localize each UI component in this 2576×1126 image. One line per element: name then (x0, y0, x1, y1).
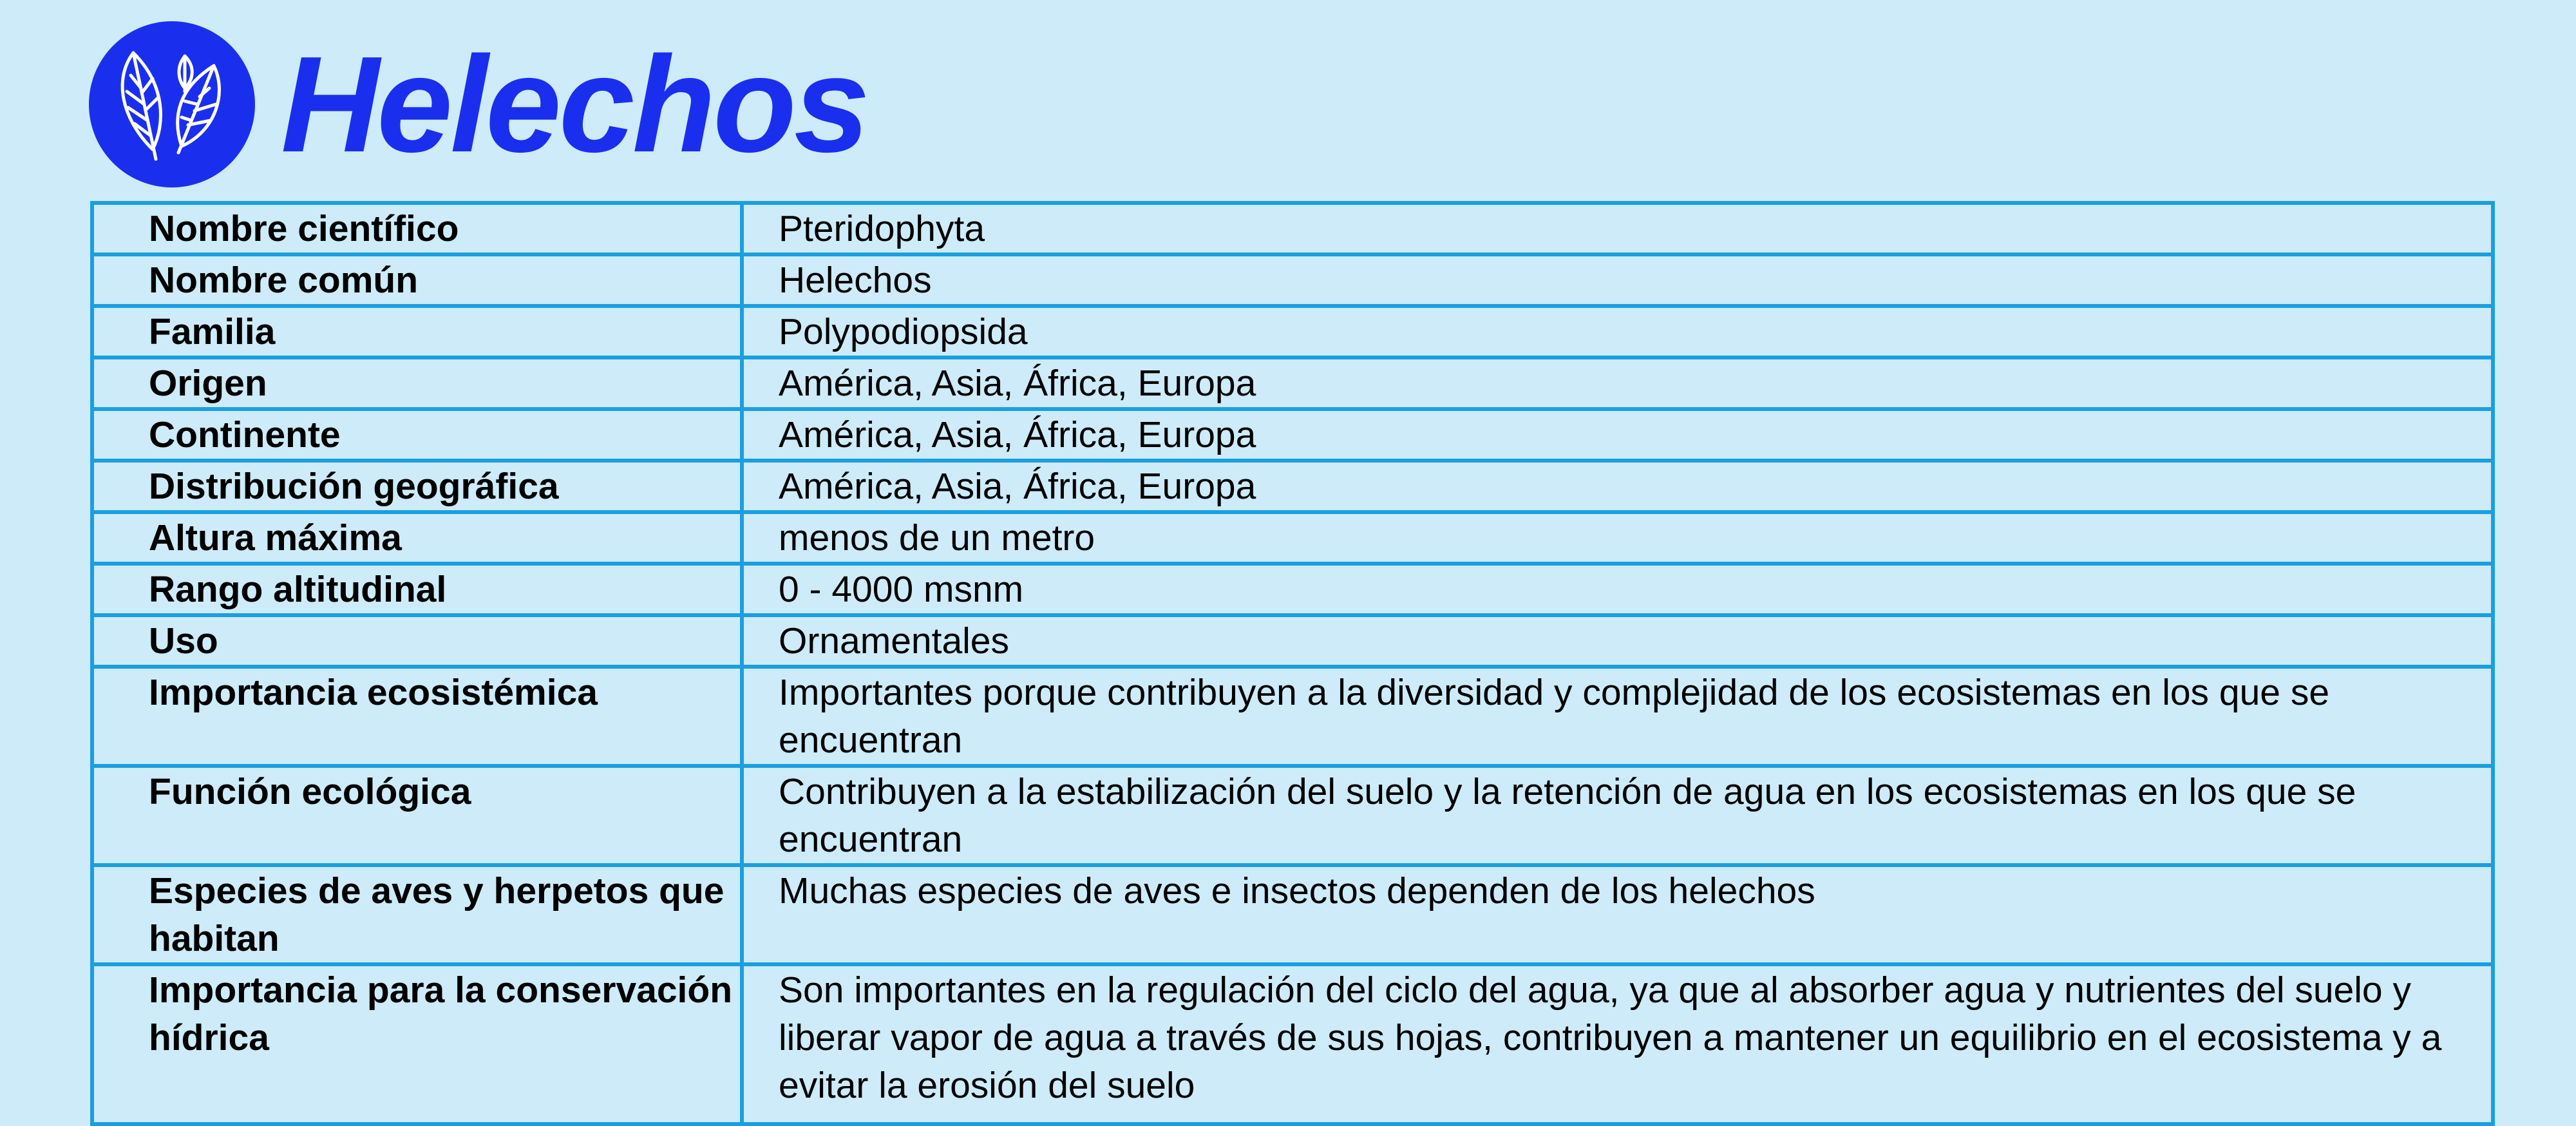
row-value: menos de un metro (742, 512, 2493, 564)
table-row (92, 865, 2493, 964)
table-row (92, 512, 2493, 564)
info-table-wrapper (90, 201, 2495, 1126)
table-row (92, 306, 2493, 358)
row-value: 0 - 4000 msnm (742, 564, 2493, 615)
row-value: Helechos (742, 254, 2493, 306)
info-table (90, 201, 2495, 1126)
row-label: Importancia para la conservación hídrica (92, 964, 742, 1124)
row-value: América, Asia, África, Europa (742, 461, 2493, 512)
row-value: Muchas especies de aves e insectos dependen de los helechos (742, 865, 2493, 964)
row-label: Nombre científico (92, 203, 742, 254)
row-label: Origen (92, 358, 742, 409)
row-value: América, Asia, África, Europa (742, 358, 2493, 409)
row-label: Uso (92, 615, 742, 667)
row-value: Ornamentales (742, 615, 2493, 667)
leaves-icon (108, 40, 236, 169)
row-label: Familia (92, 306, 742, 358)
row-label: Distribución geográfica (92, 461, 742, 512)
row-value: América, Asia, África, Europa (742, 409, 2493, 461)
table-row (92, 254, 2493, 306)
logo (89, 21, 255, 187)
table-row (92, 461, 2493, 512)
table-row (92, 766, 2493, 865)
row-value: Polypodiopsida (742, 306, 2493, 358)
row-label: Nombre común (92, 254, 742, 306)
table-row (92, 964, 2493, 1124)
table-row (92, 564, 2493, 615)
row-label: Rango altitudinal (92, 564, 742, 615)
row-label: Importancia ecosistémica (92, 667, 742, 766)
row-value: Pteridophyta (742, 203, 2493, 254)
row-label: Altura máxima (92, 512, 742, 564)
row-value: Contribuyen a la estabilización del suelo y la retención de agua en los ecosistemas en los que se encuentran (742, 766, 2493, 865)
page-title: Helechos (281, 28, 867, 180)
table-row (92, 667, 2493, 766)
row-label: Especies de aves y herpetos que habitan (92, 865, 742, 964)
header (89, 21, 867, 188)
table-row (92, 409, 2493, 461)
row-value: Son importantes en la regulación del ciclo del agua, ya que al absorber agua y nutrientes del suelo y liberar vapor de agua a través de sus hojas, contribuyen a mantener un equilibrio en el ecosistema y a evitar la erosión del suelo (742, 964, 2493, 1124)
table-row (92, 615, 2493, 667)
row-label: Continente (92, 409, 742, 461)
row-value: Importantes porque contribuyen a la diversidad y complejidad de los ecosistemas en los que se encuentran (742, 667, 2493, 766)
table-row (92, 203, 2493, 254)
table-row (92, 358, 2493, 409)
row-label: Función ecológica (92, 766, 742, 865)
